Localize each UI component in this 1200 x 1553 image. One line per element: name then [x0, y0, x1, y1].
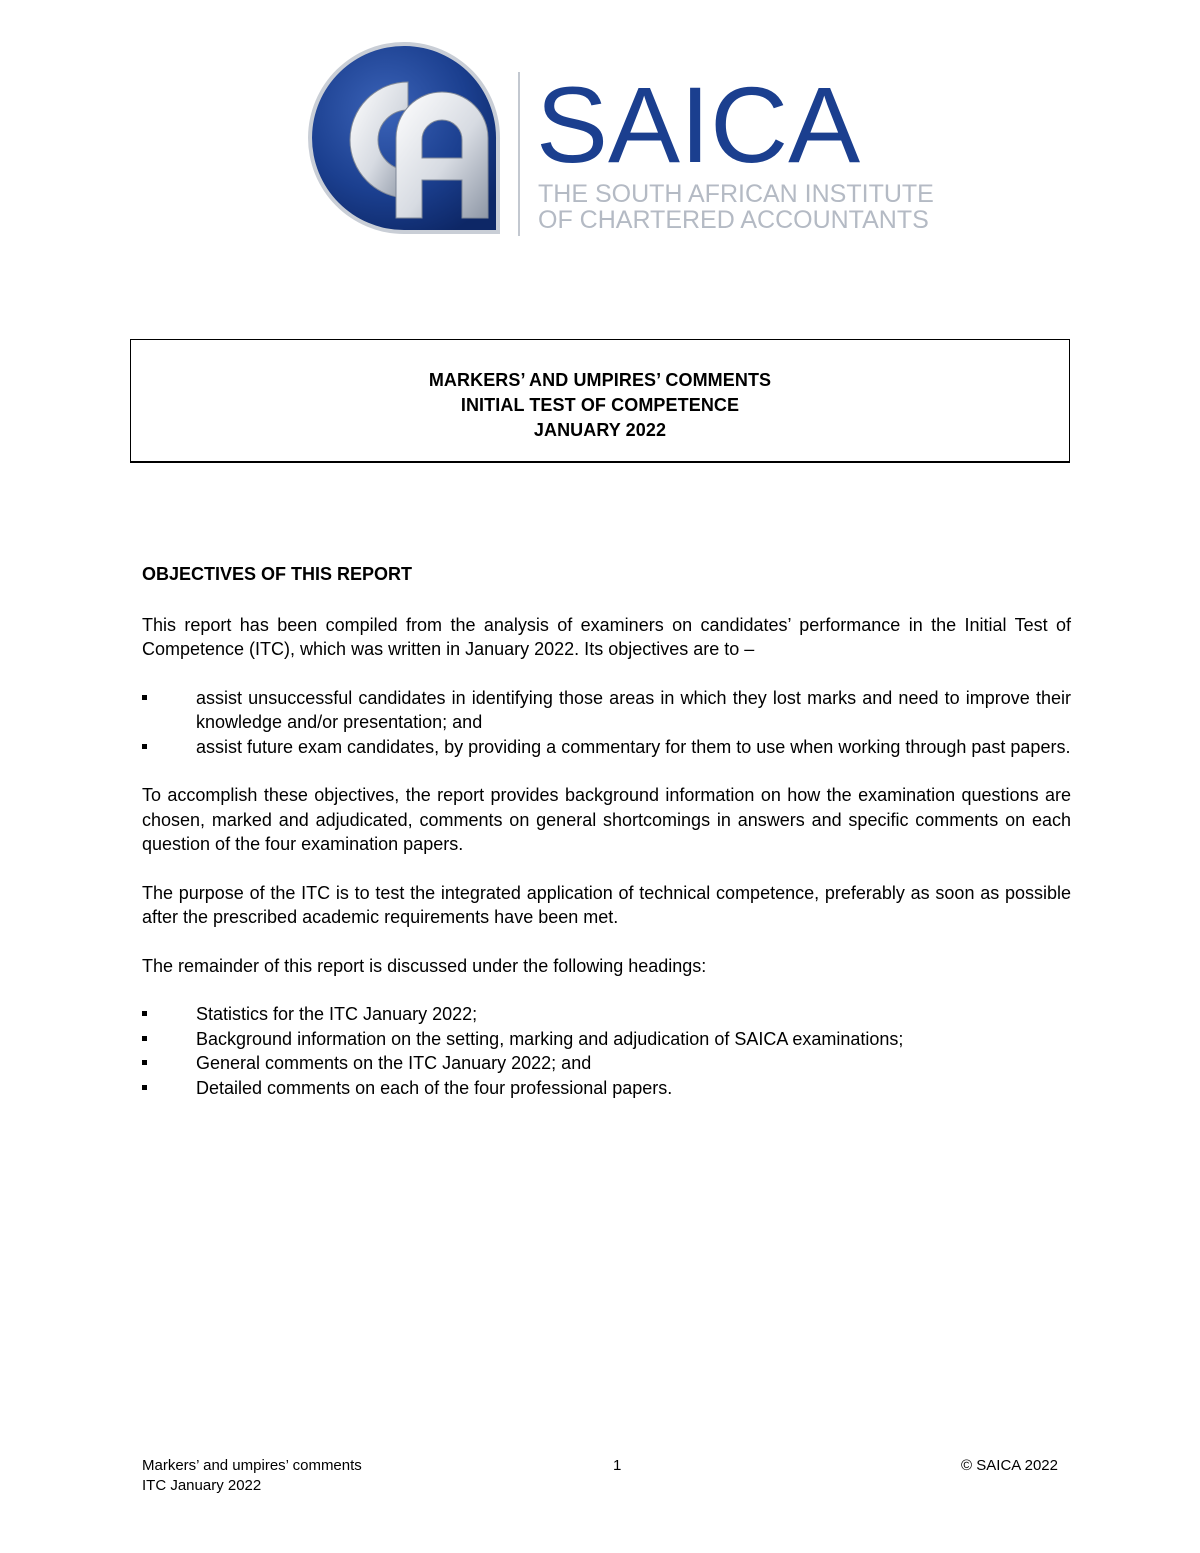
bullet-icon [142, 1011, 147, 1016]
bullet-icon [142, 695, 147, 700]
footer-doc-title: Markers’ and umpires’ comments [142, 1457, 362, 1474]
paragraph-2: To accomplish these objectives, the report provides background information on how the examination questions are chosen, marked and adjudicated, comments on general shortcomings in answers and specific comments on each question of the four examination papers. [142, 785, 1071, 854]
footer-copyright: © SAICA 2022 [961, 1457, 1058, 1474]
logo-subtitle-line1: THE SOUTH AFRICAN INSTITUTE [538, 180, 934, 208]
paragraph-4: The remainder of this report is discussed under the following headings: [142, 955, 707, 976]
title-line-1: MARKERS’ AND UMPIRES’ COMMENTS [428, 370, 772, 390]
bullet-icon [142, 1036, 147, 1041]
paragraph-3: The purpose of the ITC is to test the integrated application of technical competence, preferably as soon as possible after the prescribed academic requirements have been met. [142, 882, 1071, 927]
objectives-list [142, 686, 1071, 760]
bullet-icon [142, 744, 147, 749]
saica-logo [300, 40, 940, 240]
footer-left [142, 1456, 362, 1496]
headings-list [142, 1002, 1071, 1100]
list-item: General comments on the ITC January 2022; and [142, 1051, 1071, 1076]
bullet-icon [142, 1085, 147, 1090]
logo-wordmark: SAICA [536, 64, 861, 185]
section-heading: OBJECTIVES OF THIS REPORT [142, 564, 413, 584]
list-item: assist future exam candidates, by providing a commentary for them to use when working through past papers. [142, 735, 1071, 760]
footer-doc-subtitle: ITC January 2022 [142, 1477, 262, 1494]
intro-paragraph: This report has been compiled from the analysis of examiners on candidates’ performance in the Initial Test of Competence (ITC), which was written in January 2022. Its objectives are to – [142, 614, 1071, 659]
ca-emblem-icon [308, 42, 500, 234]
logo-subtitle-line2: OF CHARTERED ACCOUNTANTS [538, 206, 929, 234]
bullet-icon [142, 1060, 147, 1065]
title-line-2: INITIAL TEST OF COMPETENCE [460, 395, 740, 415]
list-item: Detailed comments on each of the four professional papers. [142, 1076, 1071, 1101]
list-item: assist unsuccessful candidates in identifying those areas in which they lost marks and need to improve their knowledge and/or presentation; and [142, 686, 1071, 735]
title-box [130, 339, 1070, 463]
list-item: Statistics for the ITC January 2022; [142, 1002, 1071, 1027]
report-content [142, 562, 1071, 1124]
page-number: 1 [613, 1457, 622, 1474]
list-item: Background information on the setting, marking and adjudication of SAICA examinations; [142, 1027, 1071, 1052]
title-line-3: JANUARY 2022 [533, 420, 667, 440]
